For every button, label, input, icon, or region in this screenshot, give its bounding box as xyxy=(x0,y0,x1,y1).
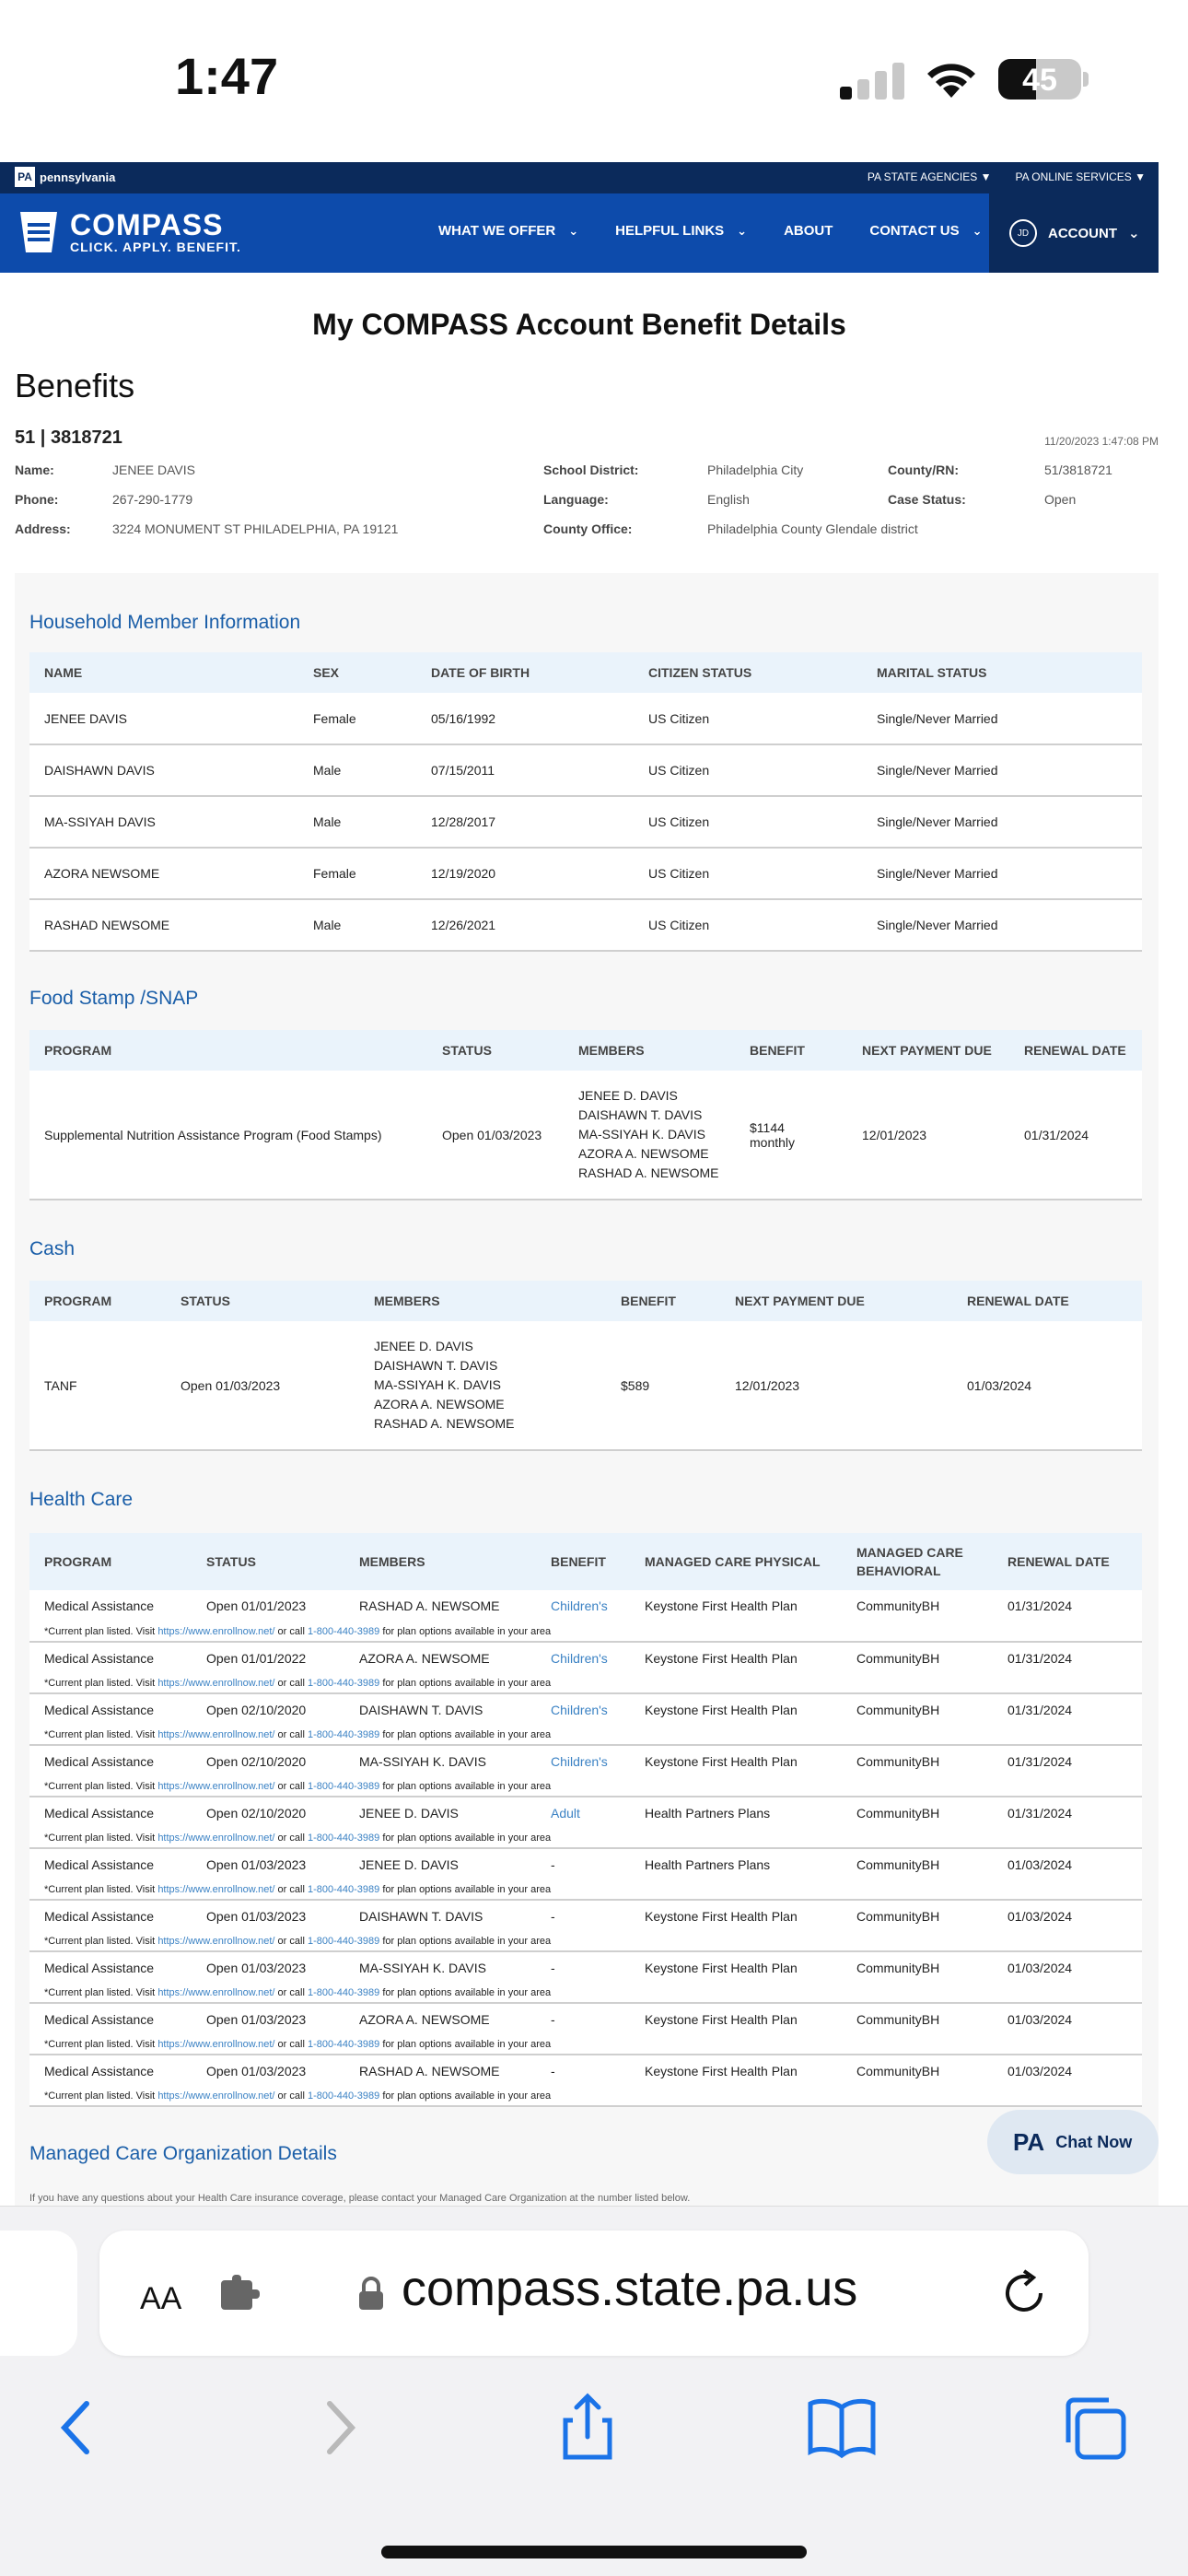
county-rn-value: 51/3818721 xyxy=(1044,463,1112,477)
table-row xyxy=(29,2003,1142,2034)
col-members: MEMBERS xyxy=(359,1281,606,1321)
member-citizen: US Citizen xyxy=(634,744,862,796)
plan-note-row xyxy=(29,1725,1142,1745)
hc-benefit[interactable]: Children's xyxy=(536,1745,630,1776)
phone-link[interactable]: 1-800-440-3989 xyxy=(307,1832,380,1844)
col-sex: SEX xyxy=(298,652,416,693)
chevron-down-icon: ⌄ xyxy=(737,224,748,238)
brand-name: COMPASS xyxy=(70,208,224,241)
health-care-title: Health Care xyxy=(29,1489,134,1510)
hc-benefit: - xyxy=(536,1951,630,1983)
hc-behavioral: CommunityBH xyxy=(842,1590,993,1622)
member-dob: 05/16/1992 xyxy=(416,693,634,744)
url-text[interactable]: compass.state.pa.us xyxy=(402,2261,858,2316)
phone-link[interactable]: 1-800-440-3989 xyxy=(307,2038,380,2050)
main-navigation xyxy=(0,193,1159,273)
compass-logo[interactable] xyxy=(15,208,241,256)
school-district-label: School District: xyxy=(543,463,639,477)
hc-member: AZORA A. NEWSOME xyxy=(344,1642,536,1673)
hc-renewal: 01/31/2024 xyxy=(993,1797,1142,1828)
col-benefit: BENEFIT xyxy=(536,1533,630,1590)
member-citizen: US Citizen xyxy=(634,848,862,899)
hc-physical: Keystone First Health Plan xyxy=(630,1951,842,1983)
enrollnow-link[interactable]: https://www.enrollnow.net/ xyxy=(157,1677,275,1689)
enrollnow-link[interactable]: https://www.enrollnow.net/ xyxy=(157,1986,275,1998)
nav-helpful-links[interactable]: HELPFUL LINKS ⌄ xyxy=(615,223,748,239)
previous-tab-preview[interactable] xyxy=(0,2231,77,2356)
member-marital: Single/Never Married xyxy=(862,744,1142,796)
pennsylvania-logo-text: pennsylvania xyxy=(40,170,116,184)
hc-program: Medical Assistance xyxy=(29,1797,192,1828)
col-next-payment: NEXT PAYMENT DUE xyxy=(720,1281,952,1321)
benefits-panel xyxy=(15,573,1159,2231)
hc-renewal: 01/03/2024 xyxy=(993,1848,1142,1879)
case-status-value: Open xyxy=(1044,492,1077,507)
member-sex: Male xyxy=(298,899,416,951)
enrollnow-link[interactable]: https://www.enrollnow.net/ xyxy=(157,1935,275,1947)
wifi-icon xyxy=(923,57,980,100)
hc-behavioral: CommunityBH xyxy=(842,1693,993,1725)
hc-renewal: 01/31/2024 xyxy=(993,1693,1142,1725)
hc-status: Open 01/01/2023 xyxy=(192,1590,344,1622)
plan-note: *Current plan listed. Visit https://www.enrollnow.net/ or call 1-800-440-3989 for plan options available in your area xyxy=(29,1828,1142,1848)
back-icon[interactable] xyxy=(42,2391,116,2465)
snap-status: Open 01/03/2023 xyxy=(427,1071,564,1200)
enrollnow-link[interactable]: https://www.enrollnow.net/ xyxy=(157,2038,275,2050)
hc-program: Medical Assistance xyxy=(29,1693,192,1725)
plan-note: *Current plan listed. Visit https://www.enrollnow.net/ or call 1-800-440-3989 for plan options available in your area xyxy=(29,1622,1142,1642)
plan-note-row xyxy=(29,1622,1142,1642)
browser-toolbar xyxy=(0,2206,1188,2576)
member-sex: Male xyxy=(298,796,416,848)
county-rn-label: County/RN: xyxy=(888,463,959,477)
hc-renewal: 01/31/2024 xyxy=(993,1745,1142,1776)
phone-link[interactable]: 1-800-440-3989 xyxy=(307,1677,380,1689)
battery-percent: 45 xyxy=(1022,63,1057,98)
snap-members: JENEE D. DAVIS DAISHAWN T. DAVIS MA-SSIYAH K. DAVIS AZORA A. NEWSOME RASHAD A. NEWSOME xyxy=(564,1071,735,1200)
hc-member: DAISHAWN T. DAVIS xyxy=(344,1693,536,1725)
col-status: STATUS xyxy=(192,1533,344,1590)
brand-tagline: CLICK. APPLY. BENEFIT. xyxy=(70,240,241,254)
table-row xyxy=(29,848,1142,899)
hc-status: Open 02/10/2020 xyxy=(192,1745,344,1776)
snap-renewal: 01/31/2024 xyxy=(1009,1071,1142,1200)
hc-program: Medical Assistance xyxy=(29,1951,192,1983)
pa-state-agencies-link[interactable]: PA STATE AGENCIES ▼ xyxy=(867,170,992,183)
col-status: STATUS xyxy=(166,1281,359,1321)
col-benefit: BENEFIT xyxy=(606,1281,720,1321)
hc-benefit[interactable]: Children's xyxy=(536,1590,630,1622)
col-renewal: RENEWAL DATE xyxy=(952,1281,1142,1321)
battery-icon xyxy=(998,59,1081,100)
address-value: 3224 MONUMENT ST PHILADELPHIA, PA 19121 xyxy=(112,521,399,536)
table-row xyxy=(29,1590,1142,1622)
hc-program: Medical Assistance xyxy=(29,2003,192,2034)
hc-physical: Health Partners Plans xyxy=(630,1797,842,1828)
account-label: ACCOUNT xyxy=(1048,225,1117,241)
county-office-value: Philadelphia County Glendale district xyxy=(707,521,918,536)
col-name: NAME xyxy=(29,652,298,693)
hc-status: Open 01/03/2023 xyxy=(192,2003,344,2034)
page-title: My COMPASS Account Benefit Details xyxy=(312,308,846,341)
avatar: JD xyxy=(1009,219,1037,247)
hc-physical: Keystone First Health Plan xyxy=(630,1900,842,1931)
nav-contact-us[interactable]: CONTACT US ⌄ xyxy=(869,223,983,239)
member-name: RASHAD NEWSOME xyxy=(29,899,298,951)
col-next-payment: NEXT PAYMENT DUE xyxy=(847,1030,1009,1071)
table-row xyxy=(29,1693,1142,1725)
hc-behavioral: CommunityBH xyxy=(842,1642,993,1673)
cash-next-payment: 12/01/2023 xyxy=(720,1321,952,1450)
table-row xyxy=(29,899,1142,951)
mco-text: If you have any questions about your Health Care insurance coverage, please contact your Managed Care Organization at the number listed below. xyxy=(29,2193,691,2204)
hc-member: RASHAD A. NEWSOME xyxy=(344,1590,536,1622)
hc-status: Open 01/03/2023 xyxy=(192,1900,344,1931)
col-program: PROGRAM xyxy=(29,1030,427,1071)
plan-note: *Current plan listed. Visit https://www.enrollnow.net/ or call 1-800-440-3989 for plan options available in your area xyxy=(29,2086,1142,2106)
hc-behavioral: CommunityBH xyxy=(842,1848,993,1879)
benefits-heading: Benefits xyxy=(15,367,135,404)
phone-link[interactable]: 1-800-440-3989 xyxy=(307,1780,380,1792)
name-label: Name: xyxy=(15,463,54,477)
hc-benefit: - xyxy=(536,1900,630,1931)
plan-note: *Current plan listed. Visit https://www.enrollnow.net/ or call 1-800-440-3989 for plan options available in your area xyxy=(29,1776,1142,1797)
phone-label: Phone: xyxy=(15,492,59,507)
chevron-down-icon: ▼ xyxy=(1135,170,1146,183)
hc-status: Open 02/10/2020 xyxy=(192,1693,344,1725)
chevron-down-icon: ⌄ xyxy=(972,224,983,238)
hc-benefit[interactable]: Adult xyxy=(536,1797,630,1828)
enrollnow-link[interactable]: https://www.enrollnow.net/ xyxy=(157,1625,275,1637)
hc-physical: Health Partners Plans xyxy=(630,1848,842,1879)
member-dob: 07/15/2011 xyxy=(416,744,634,796)
hc-member: AZORA A. NEWSOME xyxy=(344,2003,536,2034)
ios-status-bar xyxy=(0,0,1188,162)
account-menu[interactable] xyxy=(989,193,1159,273)
plan-note-row xyxy=(29,1931,1142,1951)
language-value: English xyxy=(707,492,750,507)
hc-renewal: 01/03/2024 xyxy=(993,2003,1142,2034)
bookmarks-icon[interactable] xyxy=(805,2391,879,2465)
enrollnow-link[interactable]: https://www.enrollnow.net/ xyxy=(157,2090,275,2102)
table-row xyxy=(29,2055,1142,2086)
hc-renewal: 01/03/2024 xyxy=(993,1951,1142,1983)
col-renewal: RENEWAL DATE xyxy=(1009,1030,1142,1071)
col-members: MEMBERS xyxy=(344,1533,536,1590)
member-marital: Single/Never Married xyxy=(862,899,1142,951)
table-row xyxy=(29,1745,1142,1776)
cash-members: JENEE D. DAVIS DAISHAWN T. DAVIS MA-SSIYAH K. DAVIS AZORA A. NEWSOME RASHAD A. NEWSOME xyxy=(359,1321,606,1450)
address-bar[interactable] xyxy=(99,2231,1089,2356)
member-citizen: US Citizen xyxy=(634,693,862,744)
pennsylvania-logo[interactable] xyxy=(15,167,115,187)
household-table xyxy=(29,652,1142,952)
hc-physical: Keystone First Health Plan xyxy=(630,2055,842,2086)
snap-title: Food Stamp /SNAP xyxy=(29,988,199,1009)
snap-table xyxy=(29,1030,1142,1200)
hc-member: RASHAD A. NEWSOME xyxy=(344,2055,536,2086)
member-marital: Single/Never Married xyxy=(862,796,1142,848)
hc-physical: Keystone First Health Plan xyxy=(630,2003,842,2034)
home-indicator xyxy=(381,2546,807,2558)
hc-benefit[interactable]: Children's xyxy=(536,1693,630,1725)
col-program: PROGRAM xyxy=(29,1533,192,1590)
case-number: 51 | 3818721 xyxy=(15,427,122,448)
member-sex: Male xyxy=(298,744,416,796)
snap-program: Supplemental Nutrition Assistance Program (Food Stamps) xyxy=(29,1071,427,1200)
lock-icon xyxy=(357,2275,385,2312)
enrollnow-link[interactable]: https://www.enrollnow.net/ xyxy=(157,1728,275,1740)
col-citizen: CITIZEN STATUS xyxy=(634,652,862,693)
table-row xyxy=(29,1900,1142,1931)
hc-member: MA-SSIYAH K. DAVIS xyxy=(344,1951,536,1983)
enrollnow-link[interactable]: https://www.enrollnow.net/ xyxy=(157,1832,275,1844)
hc-member: DAISHAWN T. DAVIS xyxy=(344,1900,536,1931)
plan-note-row xyxy=(29,1776,1142,1797)
plan-note-row xyxy=(29,1673,1142,1693)
hc-behavioral: CommunityBH xyxy=(842,1745,993,1776)
share-icon[interactable] xyxy=(551,2391,624,2465)
cellular-signal-icon xyxy=(840,61,906,100)
table-row xyxy=(29,1071,1142,1200)
table-row xyxy=(29,744,1142,796)
case-status-label: Case Status: xyxy=(888,492,966,507)
hc-physical: Keystone First Health Plan xyxy=(630,1693,842,1725)
hc-program: Medical Assistance xyxy=(29,2055,192,2086)
pa-online-services-link[interactable]: PA ONLINE SERVICES ▼ xyxy=(1015,170,1146,183)
phone-link[interactable]: 1-800-440-3989 xyxy=(307,1935,380,1947)
case-info xyxy=(0,463,1159,536)
plan-note: *Current plan listed. Visit https://www.enrollnow.net/ or call 1-800-440-3989 for plan options available in your area xyxy=(29,1879,1142,1900)
col-managed-care-physical: MANAGED CARE PHYSICAL xyxy=(630,1533,842,1590)
mco-title: Managed Care Organization Details xyxy=(29,2143,337,2164)
cash-benefit: $589 xyxy=(606,1321,720,1450)
reader-text-size-button[interactable]: AA xyxy=(140,2281,182,2316)
hc-status: Open 01/03/2023 xyxy=(192,1951,344,1983)
pa-logo-icon: PA xyxy=(1013,2127,1045,2156)
nav-about[interactable]: ABOUT xyxy=(784,223,833,239)
member-dob: 12/28/2017 xyxy=(416,796,634,848)
phone-link[interactable]: 1-800-440-3989 xyxy=(307,2090,380,2102)
col-marital: MARITAL STATUS xyxy=(862,652,1142,693)
hc-benefit: - xyxy=(536,2055,630,2086)
chat-now-button[interactable] xyxy=(987,2110,1159,2174)
member-dob: 12/19/2020 xyxy=(416,848,634,899)
address-label: Address: xyxy=(15,521,71,536)
nav-what-we-offer[interactable]: WHAT WE OFFER ⌄ xyxy=(438,223,579,239)
school-district-value: Philadelphia City xyxy=(707,463,804,477)
hc-status: Open 01/01/2022 xyxy=(192,1642,344,1673)
hc-program: Medical Assistance xyxy=(29,1848,192,1879)
col-dob: DATE OF BIRTH xyxy=(416,652,634,693)
plan-note-row xyxy=(29,1828,1142,1848)
county-office-label: County Office: xyxy=(543,521,633,536)
cash-status: Open 01/03/2023 xyxy=(166,1321,359,1450)
health-care-table xyxy=(29,1533,1142,2107)
member-name: JENEE DAVIS xyxy=(29,693,298,744)
table-row xyxy=(29,1797,1142,1828)
hc-physical: Keystone First Health Plan xyxy=(630,1642,842,1673)
hc-program: Medical Assistance xyxy=(29,1590,192,1622)
table-row xyxy=(29,1642,1142,1673)
hc-behavioral: CommunityBH xyxy=(842,2003,993,2034)
enrollnow-link[interactable]: https://www.enrollnow.net/ xyxy=(157,1780,275,1792)
hc-status: Open 01/03/2023 xyxy=(192,2055,344,2086)
chevron-down-icon: ▼ xyxy=(980,170,992,183)
extension-icon[interactable] xyxy=(219,2273,263,2313)
plan-note: *Current plan listed. Visit https://www.enrollnow.net/ or call 1-800-440-3989 for plan options available in your area xyxy=(29,1673,1142,1693)
plan-note-row xyxy=(29,1983,1142,2003)
col-renewal: RENEWAL DATE xyxy=(993,1533,1142,1590)
plan-note-row xyxy=(29,2034,1142,2055)
table-row xyxy=(29,1951,1142,1983)
col-members: MEMBERS xyxy=(564,1030,735,1071)
plan-note-row xyxy=(29,1879,1142,1900)
status-time: 1:47 xyxy=(175,47,279,105)
col-status: STATUS xyxy=(427,1030,564,1071)
member-sex: Female xyxy=(298,693,416,744)
tabs-icon[interactable] xyxy=(1057,2391,1131,2465)
hc-benefit: - xyxy=(536,1848,630,1879)
hc-program: Medical Assistance xyxy=(29,1900,192,1931)
plan-note-row xyxy=(29,2086,1142,2106)
hc-behavioral: CommunityBH xyxy=(842,1797,993,1828)
phone-link[interactable]: 1-800-440-3989 xyxy=(307,1728,380,1740)
hc-physical: Keystone First Health Plan xyxy=(630,1745,842,1776)
plan-note: *Current plan listed. Visit https://www.enrollnow.net/ or call 1-800-440-3989 for plan options available in your area xyxy=(29,2034,1142,2055)
member-marital: Single/Never Married xyxy=(862,693,1142,744)
member-marital: Single/Never Married xyxy=(862,848,1142,899)
pa-logo-icon: PA xyxy=(15,167,35,187)
cash-renewal: 01/03/2024 xyxy=(952,1321,1142,1450)
name-value: JENEE DAVIS xyxy=(112,463,195,477)
plan-note: *Current plan listed. Visit https://www.enrollnow.net/ or call 1-800-440-3989 for plan options available in your area xyxy=(29,1725,1142,1745)
battery-tip xyxy=(1083,72,1089,87)
hc-member: MA-SSIYAH K. DAVIS xyxy=(344,1745,536,1776)
phone-link[interactable]: 1-800-440-3989 xyxy=(307,1883,380,1895)
col-program: PROGRAM xyxy=(29,1281,166,1321)
timestamp: 11/20/2023 1:47:08 PM xyxy=(1044,435,1159,448)
keystone-icon xyxy=(15,208,63,256)
hc-renewal: 01/31/2024 xyxy=(993,1590,1142,1622)
member-citizen: US Citizen xyxy=(634,899,862,951)
hc-program: Medical Assistance xyxy=(29,1745,192,1776)
hc-behavioral: CommunityBH xyxy=(842,1900,993,1931)
member-dob: 12/26/2021 xyxy=(416,899,634,951)
hc-renewal: 01/31/2024 xyxy=(993,1642,1142,1673)
hc-member: JENEE D. DAVIS xyxy=(344,1848,536,1879)
hc-benefit[interactable]: Children's xyxy=(536,1642,630,1673)
cash-title: Cash xyxy=(29,1238,76,1259)
member-sex: Female xyxy=(298,848,416,899)
state-top-bar xyxy=(0,162,1159,193)
snap-benefit: $1144 monthly xyxy=(735,1071,847,1200)
hc-renewal: 01/03/2024 xyxy=(993,2055,1142,2086)
member-name: MA-SSIYAH DAVIS xyxy=(29,796,298,848)
plan-note: *Current plan listed. Visit https://www.enrollnow.net/ or call 1-800-440-3989 for plan options available in your area xyxy=(29,1931,1142,1951)
cash-program: TANF xyxy=(29,1321,166,1450)
member-citizen: US Citizen xyxy=(634,796,862,848)
member-name: DAISHAWN DAVIS xyxy=(29,744,298,796)
language-label: Language: xyxy=(543,492,609,507)
household-title: Household Member Information xyxy=(29,612,301,633)
forward-icon[interactable] xyxy=(300,2391,374,2465)
member-name: AZORA NEWSOME xyxy=(29,848,298,899)
plan-note: *Current plan listed. Visit https://www.enrollnow.net/ or call 1-800-440-3989 for plan options available in your area xyxy=(29,1983,1142,2003)
table-row xyxy=(29,1321,1142,1450)
chat-now-label: Chat Now xyxy=(1055,2132,1133,2151)
col-benefit: BENEFIT xyxy=(735,1030,847,1071)
hc-renewal: 01/03/2024 xyxy=(993,1900,1142,1931)
hc-benefit: - xyxy=(536,2003,630,2034)
phone-value: 267-290-1779 xyxy=(112,492,193,507)
phone-link[interactable]: 1-800-440-3989 xyxy=(307,1625,380,1637)
snap-next-payment: 12/01/2023 xyxy=(847,1071,1009,1200)
col-managed-care-behavioral: MANAGED CARE BEHAVIORAL xyxy=(842,1533,993,1590)
table-row xyxy=(29,1848,1142,1879)
hc-status: Open 02/10/2020 xyxy=(192,1797,344,1828)
reload-icon[interactable] xyxy=(998,2267,1050,2319)
table-row xyxy=(29,796,1142,848)
table-row xyxy=(29,693,1142,744)
hc-behavioral: CommunityBH xyxy=(842,1951,993,1983)
hc-physical: Keystone First Health Plan xyxy=(630,1590,842,1622)
hc-member: JENEE D. DAVIS xyxy=(344,1797,536,1828)
chevron-down-icon: ⌄ xyxy=(1128,226,1140,241)
hc-behavioral: CommunityBH xyxy=(842,2055,993,2086)
phone-link[interactable]: 1-800-440-3989 xyxy=(307,1986,380,1998)
enrollnow-link[interactable]: https://www.enrollnow.net/ xyxy=(157,1883,275,1895)
hc-program: Medical Assistance xyxy=(29,1642,192,1673)
cash-table xyxy=(29,1281,1142,1451)
hc-status: Open 01/03/2023 xyxy=(192,1848,344,1879)
chevron-down-icon: ⌄ xyxy=(568,224,579,238)
